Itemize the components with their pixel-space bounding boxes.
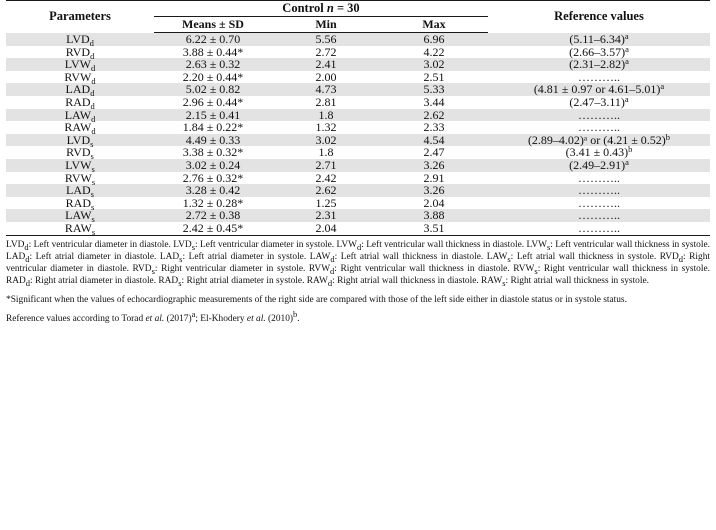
cell-min: 4.73 [272, 83, 380, 96]
cell-parameter: $LVD_d$ [6, 33, 154, 46]
cell-reference: ……….. [488, 109, 710, 122]
footnote-abbreviations: $LVD_d$: Left ventricular diameter in diastole. $LVD_s$: Left ventricular diameter in systole. $LVW_d$: Left ventricular wall thickness in diastole. $LVW_s$: Left ventricular wall thickness in systole. $LAD_d$: Left atrial diameter in diastole. $LAD_s$: Left atrial diameter in systole. $LAW_d$: Left atrial wall thickness in diastole. $LAW_s$: Left atrial wall thickness in systole. $RVD_d$: Right ventricular diameter in diastole. $RVD_s$: Right ventricular diameter in systole. $RVW_d$: Right ventricular wall thickness in diastole. $RVW_s$: Right ventricular wall thickness in systole. $RAD_d$: Right atrial diameter in diastole. $RAD_s$: Right atrial diameter in systole. $RAW_d$: Right atrial wall thickness in diastole. $RAW_s$: Right atrial wall thickness in systole. [6, 239, 711, 288]
cell-parameter: $RAW_d$ [64, 120, 96, 137]
cell-parameter: $LAD_d$ [6, 83, 154, 96]
cell-reference: $(2.49-2.91)^a$ [488, 159, 710, 172]
cell-max: 2.33 [423, 120, 445, 135]
cell-reference: ……….. [578, 120, 620, 135]
cell-parameter: $RAD_d$ [65, 94, 95, 111]
cell-max: 3.44 [423, 94, 445, 109]
column-header-control [154, 1, 488, 17]
cell-mean: 3.28 ± 0.42 [154, 184, 272, 197]
echocardiography-table [6, 0, 710, 235]
cell-parameter: $LVW_s$ [6, 159, 154, 172]
cell-parameter: $LVW_d$ [6, 58, 154, 71]
cell-parameter: $LAD_s$ [6, 184, 154, 197]
cell-reference: $(2.31-2.82)^a$ [488, 58, 710, 71]
column-header-max: Max [380, 17, 488, 33]
cell-max: 2.47 [423, 145, 445, 160]
table-row [6, 121, 710, 134]
cell-parameter: $RAW_s$ [64, 220, 96, 237]
cell-parameter: $LVD_s$ [6, 134, 154, 147]
table-row [6, 58, 710, 71]
cell-reference: $(3.41 \pm 0.43)^b$ [565, 144, 633, 160]
cell-mean: 1.32 ± 0.28* [182, 195, 244, 210]
column-header-means-sd: Means ± SD [154, 17, 272, 33]
cell-min: 1.8 [272, 109, 380, 122]
cell-reference: ……….. [488, 209, 710, 222]
cell-min: 2.04 [315, 220, 337, 235]
cell-reference: ……….. [488, 184, 710, 197]
cell-reference: ……….. [578, 170, 620, 185]
cell-mean: 3.38 ± 0.32* [182, 145, 244, 160]
cell-mean: 2.42 ± 0.45* [182, 220, 244, 235]
cell-reference: $(2.47-3.11)^a$ [569, 93, 629, 109]
cell-parameter: $LAW_s$ [6, 209, 154, 222]
footnote-significance: *Significant when the values of echocardiographic measurements of the right side are compared with those of the left side either in diastole status or in systole status. [6, 294, 627, 305]
table-header-row-1 [6, 1, 710, 17]
cell-min: 2.72 [315, 44, 337, 59]
cell-reference: (4.81 ± 0.97 or 4.61–5.01)$^a$ [488, 83, 710, 96]
cell-min: 1.32 [315, 120, 337, 135]
column-header-min: Min [272, 17, 380, 33]
table-row [6, 184, 710, 197]
cell-min: 2.42 [315, 170, 337, 185]
column-header-parameters: Parameters [6, 1, 154, 33]
cell-max: 5.33 [380, 83, 488, 96]
cell-min: 2.71 [272, 159, 380, 172]
cell-max: 3.51 [423, 220, 445, 235]
cell-max: 3.26 [380, 159, 488, 172]
cell-mean: 1.84 ± 0.22* [182, 120, 244, 135]
cell-max: 2.04 [423, 195, 445, 210]
cell-max: 2.62 [380, 109, 488, 122]
cell-parameter: $RAD_s$ [65, 195, 95, 212]
cell-max: 4.54 [380, 134, 488, 147]
cell-min: 5.56 [272, 33, 380, 46]
cell-parameter: $LAW_d$ [6, 109, 154, 122]
cell-min: 1.8 [318, 145, 334, 160]
cell-reference: $(5.11-6.34)^a$ [488, 33, 710, 46]
cell-mean: 2.63 ± 0.32 [154, 58, 272, 71]
cell-mean: 2.72 ± 0.38 [154, 209, 272, 222]
cell-parameter: $RVW_d$ [64, 69, 96, 86]
cell-mean: 2.20 ± 0.44* [182, 69, 244, 84]
table-row [6, 159, 710, 172]
cell-max: 3.26 [380, 184, 488, 197]
cell-min: 3.02 [272, 134, 380, 147]
table-body [6, 30, 710, 237]
cell-mean: 2.96 ± 0.44* [182, 94, 244, 109]
cell-mean: 3.02 ± 0.24 [154, 159, 272, 172]
cell-mean: 3.88 ± 0.44* [182, 44, 244, 59]
control-n-italic: n [326, 1, 334, 15]
cell-mean: 2.15 ± 0.41 [154, 109, 272, 122]
cell-parameter: $RVD_s$ [66, 145, 94, 162]
footnotes [6, 239, 710, 325]
cell-min: 1.25 [315, 195, 337, 210]
cell-mean: 2.76 ± 0.32* [182, 170, 244, 185]
column-header-reference: Reference values [488, 1, 710, 33]
cell-min: 2.00 [315, 69, 337, 84]
cell-max: 3.02 [380, 58, 488, 71]
cell-min: 2.31 [272, 209, 380, 222]
cell-reference: ……….. [578, 220, 620, 235]
cell-parameter: $RVW_s$ [64, 170, 96, 187]
cell-mean: 4.49 ± 0.33 [154, 134, 272, 147]
cell-reference: (2.89–4.02)ᵃ or $(4.21 \pm 0.52)^b$ [488, 134, 710, 147]
cell-parameter: $RVD_d$ [65, 44, 95, 61]
cell-mean: 6.22 ± 0.70 [154, 33, 272, 46]
control-label-text: Control [282, 1, 327, 15]
cell-max: 4.22 [423, 44, 445, 59]
cell-max: 2.51 [423, 69, 445, 84]
footnote-reference-note: Reference values according to Torad et al. $(2017)^a$; El-Khodery et al. $(2010)^b$. [6, 308, 300, 324]
cell-max: 6.96 [380, 33, 488, 46]
table-row [6, 33, 710, 46]
table-row [6, 96, 710, 109]
cell-reference: ……….. [578, 195, 620, 210]
cell-min: 2.62 [272, 184, 380, 197]
table-head [6, 1, 710, 33]
cell-min: 2.81 [315, 94, 337, 109]
cell-min: 2.41 [272, 58, 380, 71]
cell-reference: $(2.66-3.57)^a$ [569, 43, 629, 59]
cell-mean: 5.02 ± 0.82 [154, 83, 272, 96]
control-n-value: = 30 [333, 1, 360, 15]
cell-max: 3.88 [380, 209, 488, 222]
cell-max: 2.91 [423, 170, 445, 185]
cell-reference: ……….. [578, 69, 620, 84]
table-row [6, 222, 710, 235]
